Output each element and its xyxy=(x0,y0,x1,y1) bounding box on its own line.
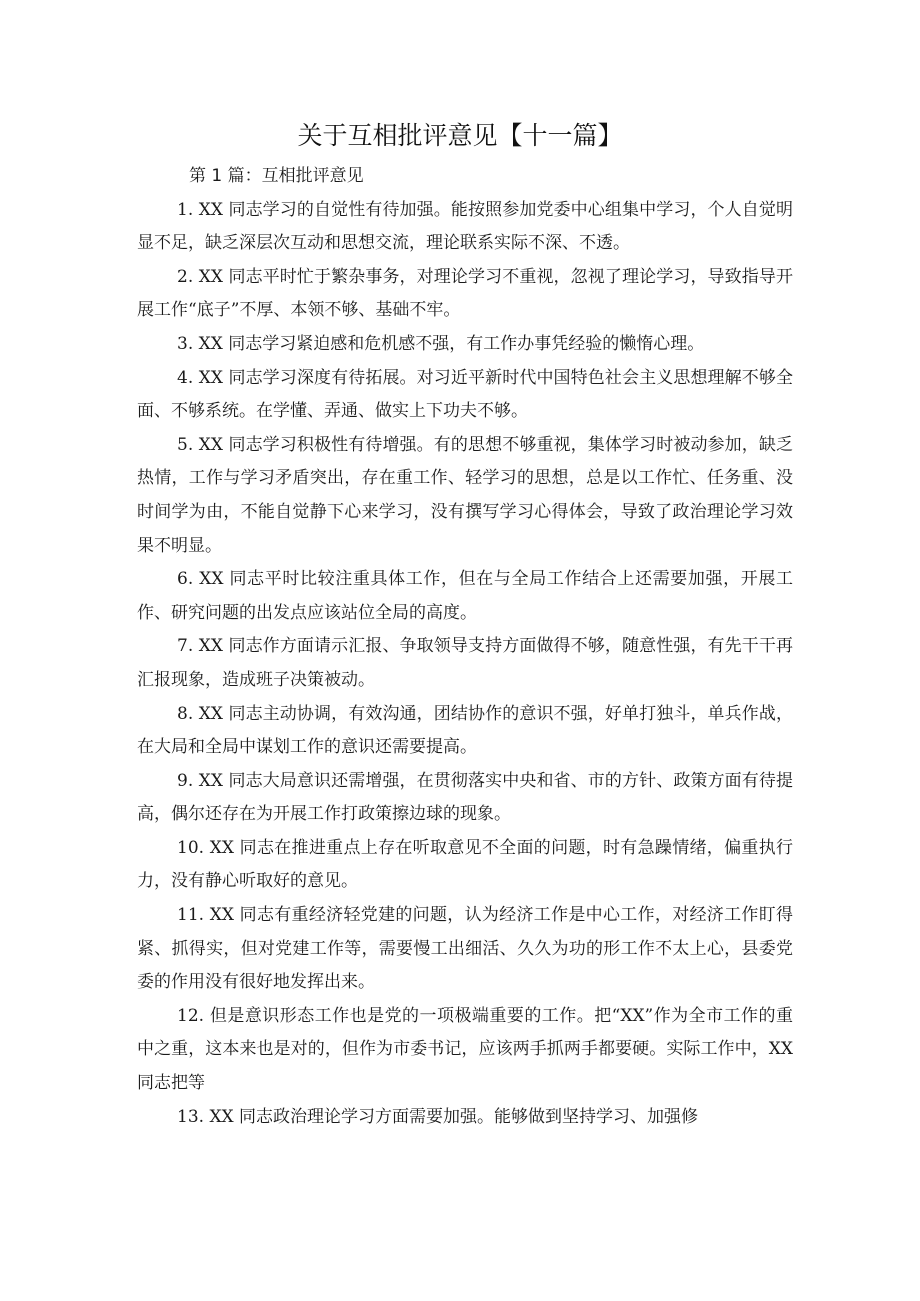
paragraph-3: 3. XX 同志学习紧迫感和危机感不强，有工作办事凭经验的懒惰心理。 xyxy=(177,333,705,354)
paragraph-8: 8. XX 同志主动协调，有效沟通，团结协作的意识不强，好单打独斗，单兵作战，在大局和全局中谋划工作的意识还需要提高。 xyxy=(137,703,793,758)
paragraph-4: 4. XX 同志学习深度有待拓展。对习近平新时代中国特色社会主义思想理解不够全面、不够系统。在学懂、弄通、做实上下功夫不够。 xyxy=(137,367,793,422)
document-title: 关于互相批评意见【十一篇】 xyxy=(297,121,623,150)
paragraph-5: 5. XX 同志学习积极性有待增强。有的思想不够重视，集体学习时被动参加，缺乏热情，工作与学习矛盾突出，存在重工作、轻学习的思想，总是以工作忙、任务重、没时间学为由，不能自觉静下心来学习，没有撰写学习心得体会，导致了政治理论学习效果不明显。 xyxy=(137,434,793,556)
paragraph-2: 2. XX 同志平时忙于繁杂事务，对理论学习不重视，忽视了理论学习，导致指导开展工作“底子”不厚、本领不够、基础不牢。 xyxy=(137,266,793,321)
paragraph-12: 12. 但是意识形态工作也是党的一项极端重要的工作。把“XX”作为全市工作的重中之重，这本来也是对的，但作为市委书记，应该两手抓两手都要硬。实际工作中，XX 同志把等 xyxy=(137,1005,793,1094)
paragraph-1: 1. XX 同志学习的自觉性有待加强。能按照参加党委中心组集中学习，个人自觉明显不足，缺乏深层次互动和思想交流，理论联系实际不深、不透。 xyxy=(137,199,793,254)
paragraph-6: 6. XX 同志平时比较注重具体工作，但在与全局工作结合上还需要加强，开展工作、研究问题的出发点应该站位全局的高度。 xyxy=(137,569,793,623)
paragraph-7: 7. XX 同志作方面请示汇报、争取领导支持方面做得不够，随意性强，有先干干再汇报现象，造成班子决策被动。 xyxy=(137,636,793,690)
document-body xyxy=(137,160,793,1134)
paragraph-13: 13. XX 同志政治理论学习方面需要加强。能够做到坚持学习、加强修 xyxy=(177,1106,699,1127)
paragraph-9: 9. XX 同志大局意识还需增强，在贯彻落实中央和省、市的方针、政策方面有待提高，偶尔还存在为开展工作打政策擦边球的现象。 xyxy=(137,770,793,825)
section-subtitle: 第 1 篇：互相批评意见 xyxy=(189,166,364,186)
paragraph-11: 11. XX 同志有重经济轻党建的问题，认为经济工作是中心工作，对经济工作盯得紧、抓得实，但对党建工作等，需要慢工出细活、久久为功的形工作不太上心，县委党委的作用没有很好地发挥出来。 xyxy=(137,905,793,993)
paragraph-10: 10. XX 同志在推进重点上存在听取意见不全面的问题，时有急躁情绪，偏重执行力，没有静心听取好的意见。 xyxy=(137,837,793,892)
